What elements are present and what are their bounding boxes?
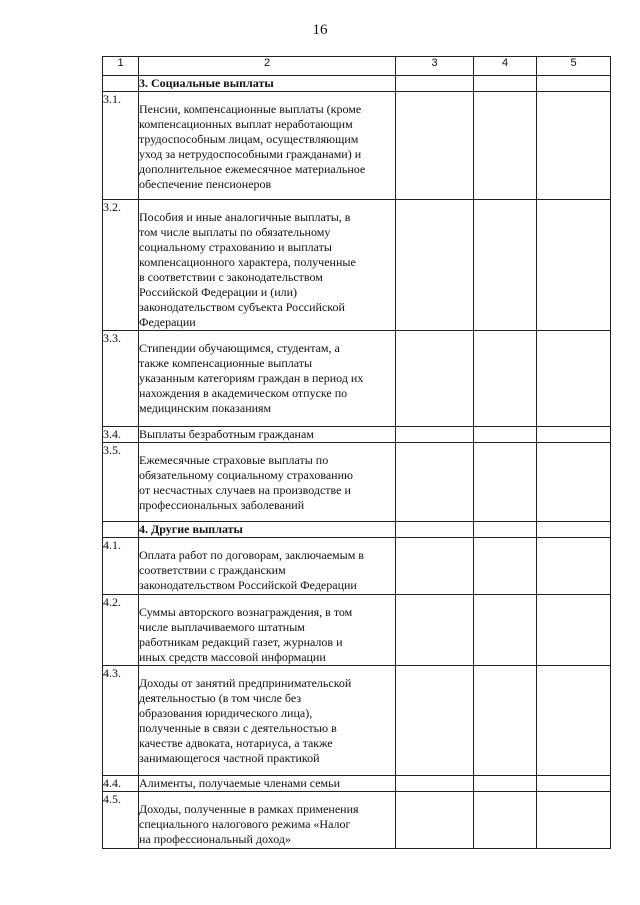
value-cell xyxy=(474,538,537,595)
table-row xyxy=(103,666,611,776)
section-number-cell xyxy=(103,522,139,538)
description-line: качестве адвоката, нотариуса, а также xyxy=(139,736,333,750)
value-cell xyxy=(474,792,537,849)
value-cell xyxy=(396,666,474,776)
table-row xyxy=(103,331,611,427)
section-row xyxy=(103,76,611,92)
value-cell xyxy=(537,538,611,595)
row-number: 3.5. xyxy=(103,443,139,522)
value-cell xyxy=(537,443,611,522)
description-line: Алименты, получаемые членами семьи xyxy=(139,776,341,790)
value-cell xyxy=(474,200,537,331)
value-cell xyxy=(396,776,474,792)
description-line: Оплата работ по договорам, заключаемым в xyxy=(139,548,364,562)
value-cell xyxy=(537,427,611,443)
description-line: на профессиональный доход» xyxy=(139,832,291,846)
description-line: уход за нетрудоспособными гражданами) и xyxy=(139,147,362,161)
table-row xyxy=(103,443,611,522)
section-title: 4. Другие выплаты xyxy=(139,522,396,538)
table-row xyxy=(103,792,611,849)
empty-cell xyxy=(396,76,474,92)
description-line: социальному страхованию и выплаты xyxy=(139,240,332,254)
description-line: компенсационных выплат неработающим xyxy=(139,117,353,131)
row-description xyxy=(139,427,396,443)
row-description xyxy=(139,538,396,595)
row-description xyxy=(139,666,396,776)
value-cell xyxy=(396,538,474,595)
value-cell xyxy=(474,443,537,522)
column-header: 5 xyxy=(537,57,611,76)
value-cell xyxy=(537,595,611,666)
value-cell xyxy=(396,792,474,849)
section-row xyxy=(103,522,611,538)
table-row xyxy=(103,538,611,595)
value-cell xyxy=(396,200,474,331)
description-line: Пенсии, компенсационные выплаты (кроме xyxy=(139,102,362,116)
description-line: Стипендии обучающимся, студентам, а xyxy=(139,341,340,355)
description-line: обеспечение пенсионеров xyxy=(139,177,272,191)
row-number: 3.3. xyxy=(103,331,139,427)
value-cell xyxy=(396,331,474,427)
description-line: указанным категориям граждан в период их xyxy=(139,371,364,385)
row-number: 4.4. xyxy=(103,776,139,792)
empty-cell xyxy=(474,522,537,538)
value-cell xyxy=(474,427,537,443)
empty-cell xyxy=(537,522,611,538)
description-line: работникам редакций газет, журналов и xyxy=(139,635,343,649)
description-line: Доходы от занятий предпринимательской xyxy=(139,676,352,690)
description-line: в соответствии с законодательством xyxy=(139,270,323,284)
row-number: 4.3. xyxy=(103,666,139,776)
description-line: Пособия и иные аналогичные выплаты, в xyxy=(139,210,351,224)
empty-cell xyxy=(537,76,611,92)
value-cell xyxy=(537,666,611,776)
description-line: профессиональных заболеваний xyxy=(139,498,305,512)
row-number: 3.1. xyxy=(103,92,139,200)
description-line: специального налогового режима «Налог xyxy=(139,817,351,831)
value-cell xyxy=(474,776,537,792)
section-number-cell xyxy=(103,76,139,92)
description-line: том числе выплаты по обязательному xyxy=(139,225,331,239)
description-line: числе выплачиваемого штатным xyxy=(139,620,305,634)
value-cell xyxy=(396,92,474,200)
description-line: законодательством Российской Федерации xyxy=(139,578,357,592)
description-line: медицинским показаниям xyxy=(139,401,272,415)
value-cell xyxy=(396,427,474,443)
empty-cell xyxy=(474,76,537,92)
row-number: 3.4. xyxy=(103,427,139,443)
description-line: обязательному социальному страхованию xyxy=(139,468,353,482)
description-line: образования юридического лица), xyxy=(139,706,313,720)
column-header: 2 xyxy=(139,57,396,76)
column-header: 3 xyxy=(396,57,474,76)
section-title: 3. Социальные выплаты xyxy=(139,76,396,92)
description-line: Доходы, полученные в рамках применения xyxy=(139,802,359,816)
value-cell xyxy=(537,331,611,427)
description-line: Суммы авторского вознаграждения, в том xyxy=(139,605,353,619)
value-cell xyxy=(474,331,537,427)
value-cell xyxy=(396,443,474,522)
value-cell xyxy=(537,92,611,200)
value-cell xyxy=(474,595,537,666)
row-number: 3.2. xyxy=(103,200,139,331)
row-description xyxy=(139,792,396,849)
description-line: также компенсационные выплаты xyxy=(139,356,313,370)
description-line: трудоспособным лицам, осуществляющим xyxy=(139,132,359,146)
row-description xyxy=(139,595,396,666)
table-row xyxy=(103,200,611,331)
description-line: дополнительное ежемесячное материальное xyxy=(139,162,366,176)
column-header: 4 xyxy=(474,57,537,76)
row-description xyxy=(139,443,396,522)
description-line: соответствии с гражданским xyxy=(139,563,286,577)
value-cell xyxy=(396,595,474,666)
column-header-row xyxy=(103,57,611,76)
description-line: занимающегося частной практикой xyxy=(139,751,320,765)
description-line: Федерации xyxy=(139,315,196,329)
table-row xyxy=(103,776,611,792)
description-line: полученные в связи с деятельностью в xyxy=(139,721,337,735)
row-description xyxy=(139,92,396,200)
page-number: 16 xyxy=(312,22,328,38)
description-line: иных средств массовой информации xyxy=(139,650,326,664)
value-cell xyxy=(474,666,537,776)
description-line: деятельностью (в том числе без xyxy=(139,691,302,705)
table-row xyxy=(103,92,611,200)
description-line: Выплаты безработным гражданам xyxy=(139,427,314,441)
description-line: от несчастных случаев на производстве и xyxy=(139,483,351,497)
description-line: компенсационного характера, полученные xyxy=(139,255,356,269)
column-header: 1 xyxy=(103,57,139,76)
row-number: 4.1. xyxy=(103,538,139,595)
row-number: 4.5. xyxy=(103,792,139,849)
table-body xyxy=(103,76,611,849)
row-description xyxy=(139,331,396,427)
row-description xyxy=(139,776,396,792)
value-cell xyxy=(474,92,537,200)
empty-cell xyxy=(396,522,474,538)
value-cell xyxy=(537,776,611,792)
income-table xyxy=(102,56,611,849)
table-row xyxy=(103,427,611,443)
description-line: Российской Федерации и (или) xyxy=(139,285,298,299)
description-line: Ежемесячные страховые выплаты по xyxy=(139,453,329,467)
description-line: нахождения в академическом отпуске по xyxy=(139,386,348,400)
value-cell xyxy=(537,792,611,849)
description-line: законодательством субъекта Российской xyxy=(139,300,345,314)
value-cell xyxy=(537,200,611,331)
row-number: 4.2. xyxy=(103,595,139,666)
table-row xyxy=(103,595,611,666)
row-description xyxy=(139,200,396,331)
